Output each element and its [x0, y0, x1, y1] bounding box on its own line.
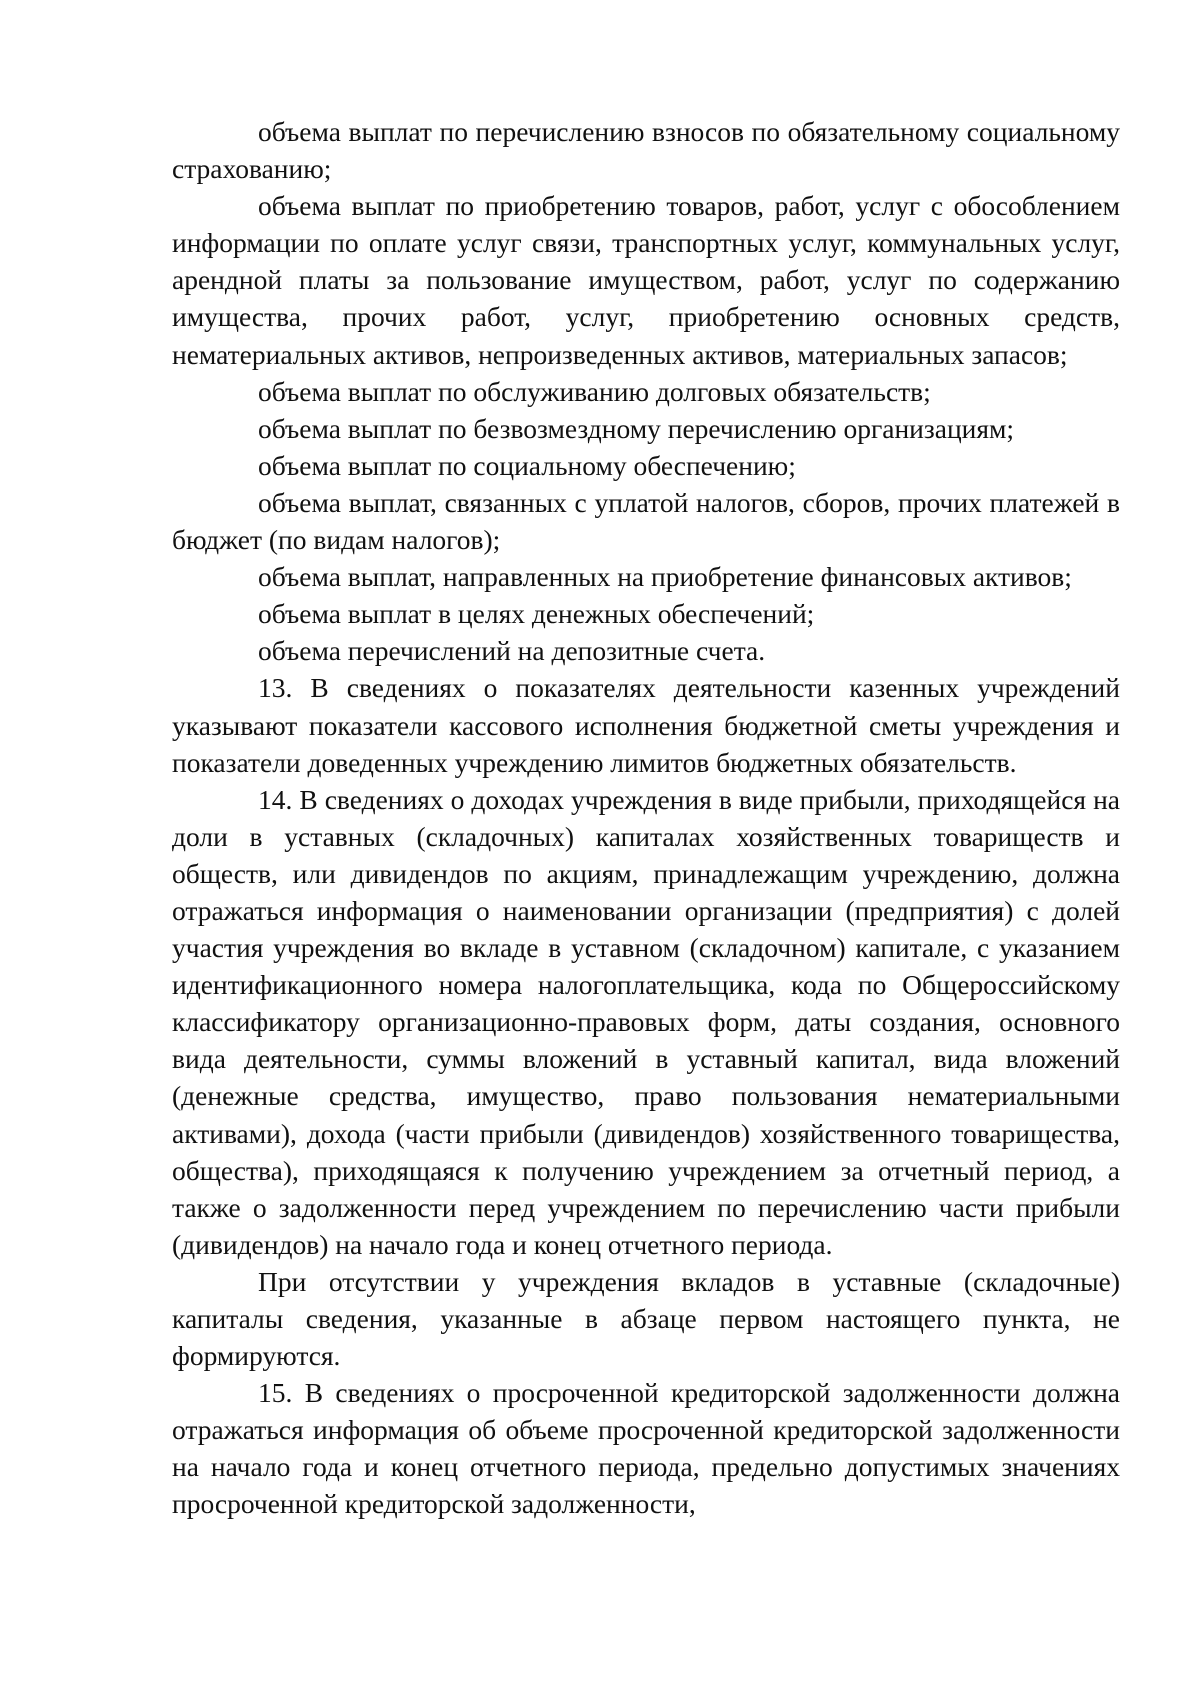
paragraph-item-14-note: При отсутствии у учреждения вкладов в уставные (складочные) капиталы сведения, указанные в абзаце первом настоящего пункта, не формируются.: [172, 1265, 1120, 1372]
paragraph-debt-service: объема выплат по обслуживанию долговых обязательств;: [258, 375, 931, 407]
paragraph-financial-assets: объема выплат, направленных на приобретение финансовых активов;: [258, 561, 1072, 593]
paragraph-social-insurance: объема выплат по перечислению взносов по обязательному социальному страхованию;: [172, 116, 1120, 185]
paragraph-taxes-payments: объема выплат, связанных с уплатой налогов, сборов, прочих платежей в бюджет (по видам налогов);: [172, 486, 1120, 556]
paragraph-item-14: 14. В сведениях о доходах учреждения в виде прибыли, приходящейся на доли в уставных (складочных) капиталах хозяйственных товариществ и обществ, или дивидендов по акциям, принадлежащим учреждению, должна отражаться информация о наименовании организации (предприятия) с долей участия учреждения во вкладе в уставном (складочном) капитале, с указанием идентификационного номера налогоплательщика, кода по Общероссийскому классификатору организационно-правовых форм, даты создания, основного вида деятельности, суммы вложений в уставный капитал, вида вложений (денежные средства, имущество, право пользования нематериальными активами), дохода (части прибыли (дивидендов) хозяйственного товарищества, общества), приходящаяся к получению учреждением за отчетный период, а также о задолженности перед учреждением по перечислению части прибыли (дивидендов) на начало года и конец отчетного периода.: [172, 783, 1120, 1260]
paragraph-goods-works-services: объема выплат по приобретению товаров, работ, услуг с обособлением информации по оплате услуг связи, транспортных услуг, коммунальных услуг, арендной платы за пользование имуществом, работ, услуг по содержанию имущества, прочих работ, услуг, приобретению основных средств, нематериальных активов, непроизведенных активов, материальных запасов;: [172, 190, 1120, 370]
paragraph-gratuitous-transfers: объема выплат по безвозмездному перечислению организациям;: [258, 412, 1015, 444]
document-body: [172, 113, 1120, 1523]
paragraph-item-15: 15. В сведениях о просроченной кредиторской задолженности должна отражаться информация об объеме просроченной кредиторской задолженности на начало года и конец отчетного периода, предельно допустимых значениях просроченной кредиторской задолженности,: [172, 1377, 1120, 1520]
paragraph-social-security: объема выплат по социальному обеспечению;: [258, 449, 796, 481]
paragraph-monetary-provision: объема выплат в целях денежных обеспечений;: [258, 598, 815, 630]
paragraph-deposit-accounts: объема перечислений на депозитные счета.: [258, 635, 766, 667]
paragraph-item-13: 13. В сведениях о показателях деятельности казенных учреждений указывают показатели кассового исполнения бюджетной сметы учреждения и показатели доведенных учреждению лимитов бюджетных обязательств.: [172, 672, 1120, 778]
